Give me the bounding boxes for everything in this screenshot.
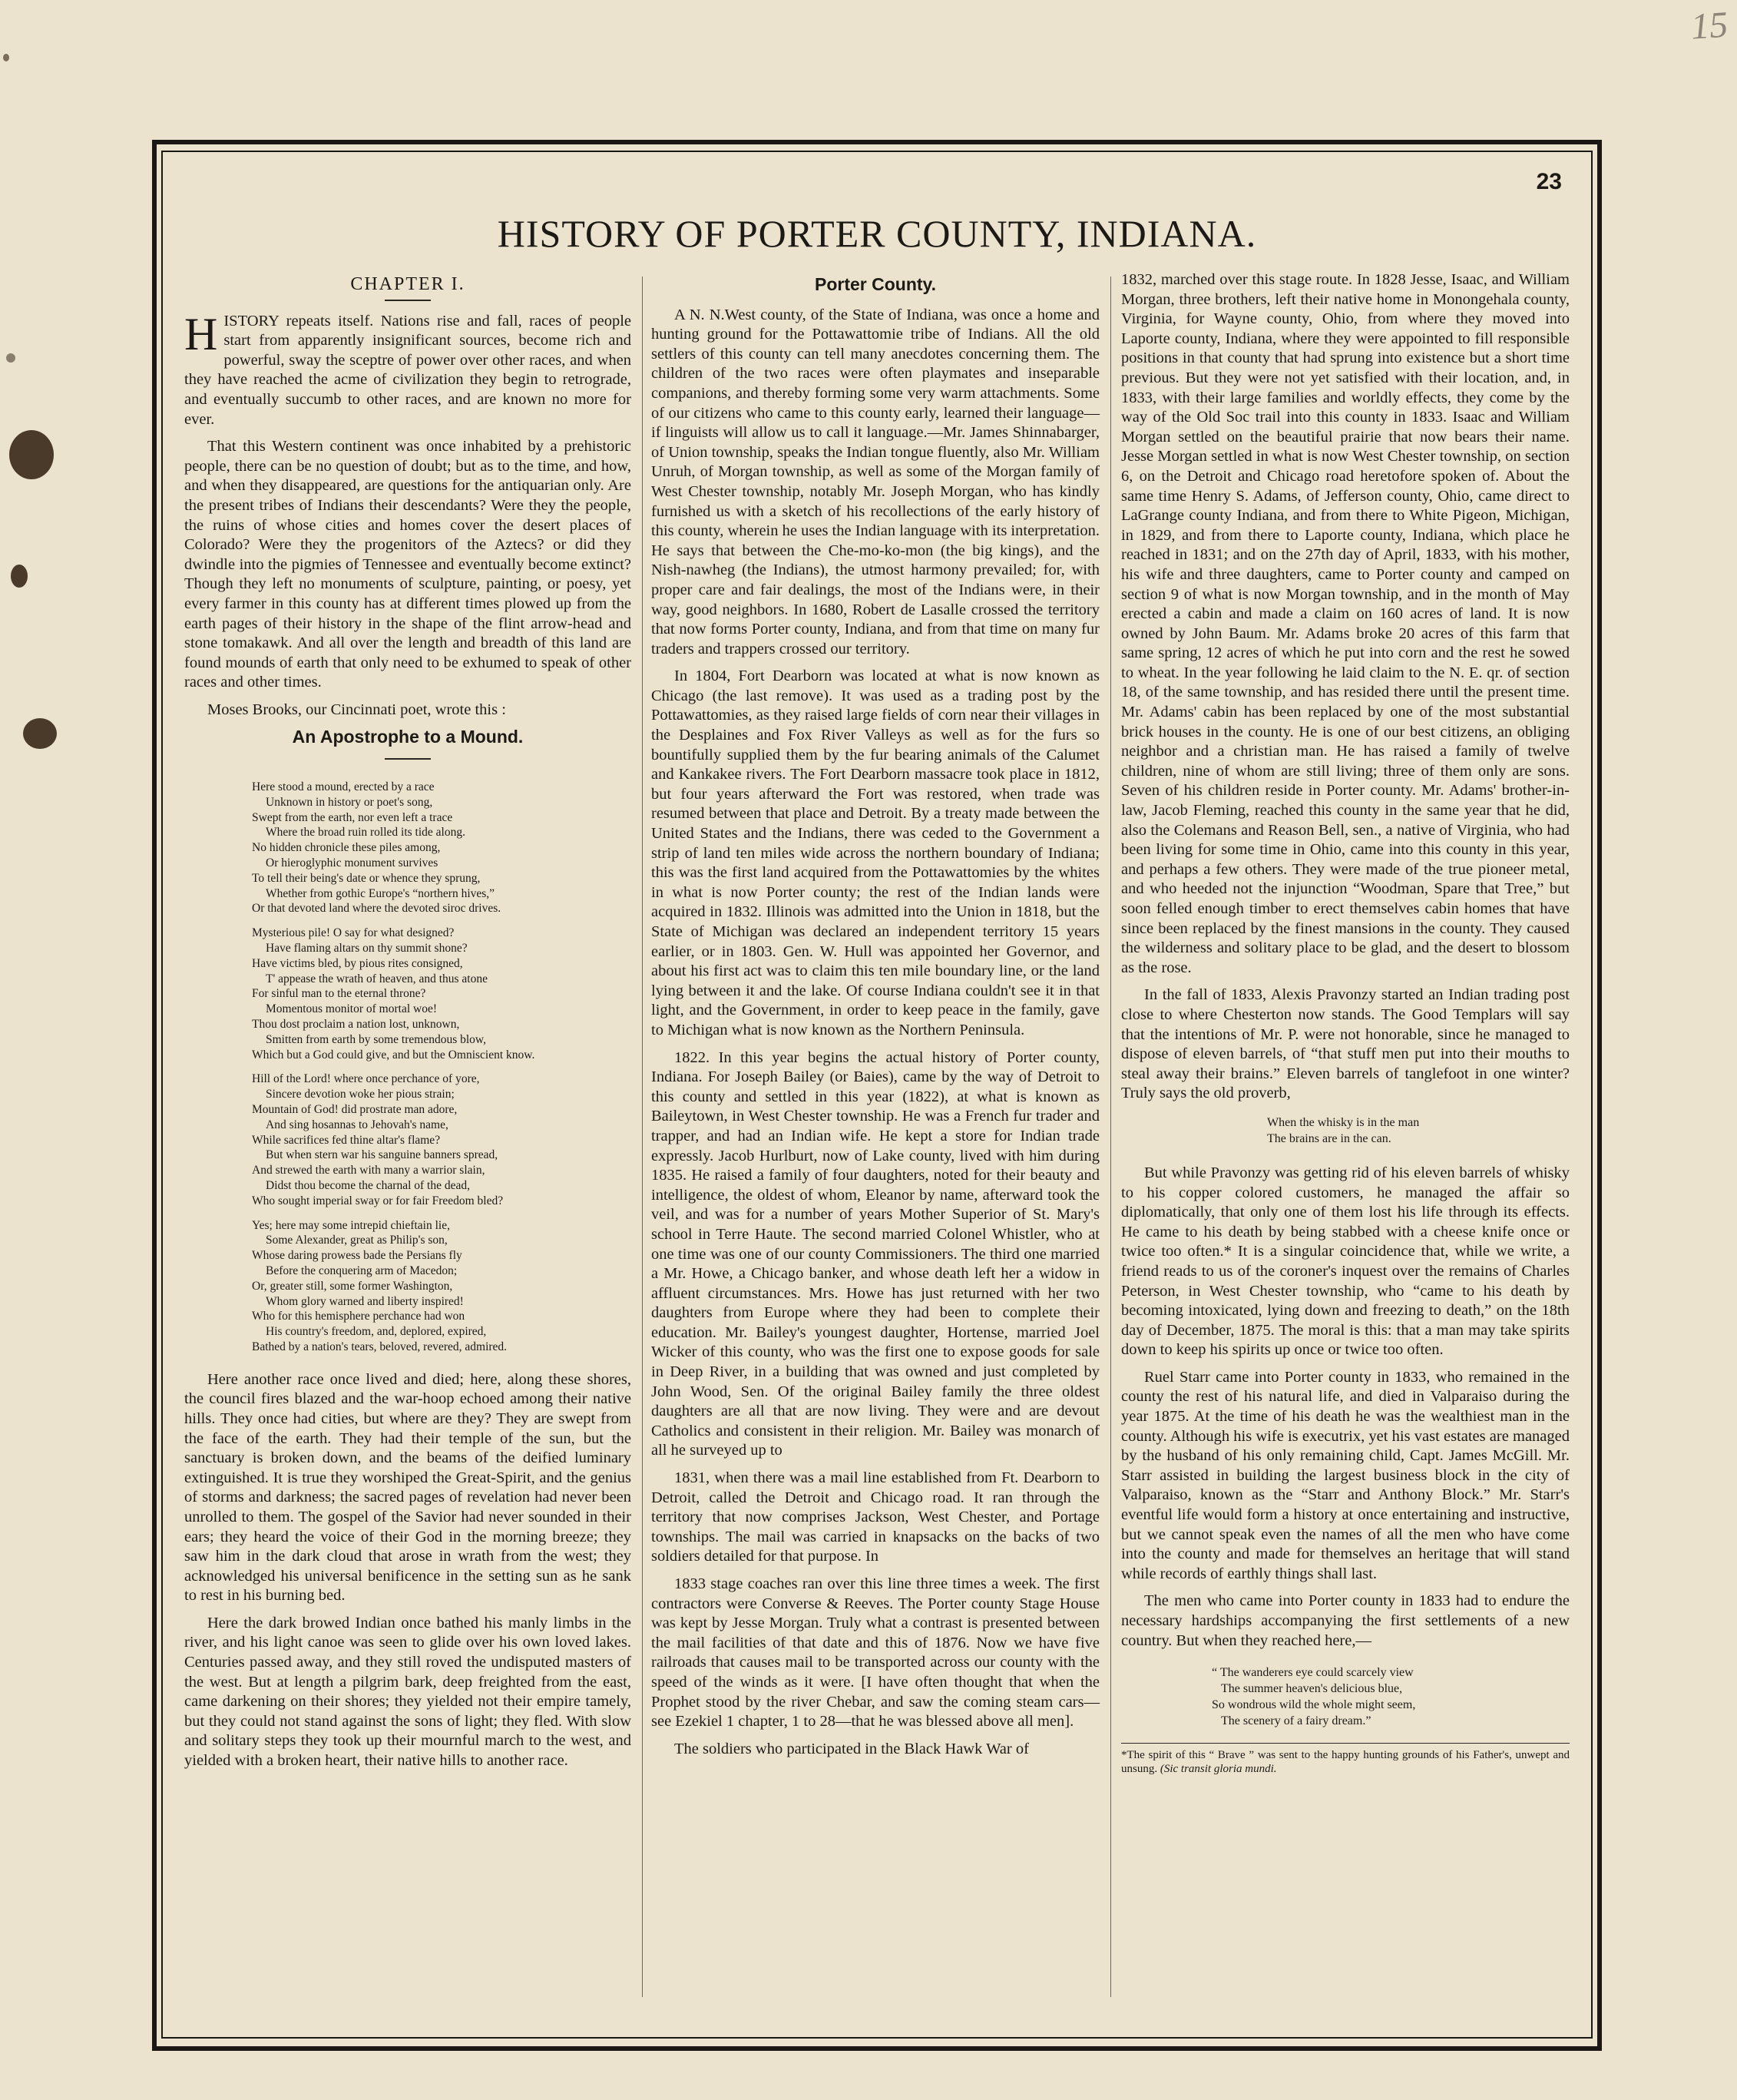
poem-line: Who sought imperial sway or for fair Freedom bled? <box>252 1194 504 1207</box>
paragraph: In 1804, Fort Dearborn was located at what is now known as Chicago (the last remove). It was used as a trading post by the Pottawattomies, as they raised large fields of corn near their villages in the Desplaines and Fox River Valleys as well as for the furs so bountifully supplied them by the fur bearing animals of the Calumet and Kankakee rivers. The Fort Dearborn massacre took place in 1812, but four years afterward the Fort was restored, when trade was resumed between that place and Detroit. By a treaty made between the United States and the Indians, there was ceded to the Government a strip of land ten miles wide across the northern boundary of Indiana; this was the first land acquired from the Pottawattomies by the whites in what is now Porter county; the rest of the Indian lands were acquired in 1832. Illinois was admitted into the Union in 1818, but the State of Michigan was declared an independent territory 15 years earlier, or in 1803. Gen. W. Hull was appointed her Governor, and about his first act was to claim this ten mile boundary line, or the land lying between it and the lake. Of course Indiana couldn't see it in that light, and the Government, in order to keep peace in the family, gave to Michigan what is now known as the Northern Peninsula. <box>651 667 1100 1038</box>
poem-stanza <box>252 926 631 1062</box>
poem-line: T' appease the wrath of heaven, and thus atone <box>266 972 488 985</box>
verse-line: When the whisky is in the man <box>1267 1115 1420 1129</box>
poem-line: Unknown in history or poet's song, <box>266 795 433 809</box>
poem-line: Momentous monitor of mortal woe! <box>266 1002 437 1016</box>
poem-line: Here stood a mound, erected by a race <box>252 780 435 794</box>
poem-line: For sinful man to the eternal throne? <box>252 987 426 1001</box>
poem-line: Or, greater still, some former Washington, <box>252 1279 453 1293</box>
poem-line: Mountain of God! did prostrate man adore, <box>252 1103 458 1116</box>
ink-stain <box>6 353 15 363</box>
poem-stanza <box>252 1072 631 1208</box>
column-divider <box>1110 277 1111 1997</box>
footnote <box>1121 1748 1570 1776</box>
poem-line: Mysterious pile! O say for what designed? <box>252 926 455 940</box>
poem-line: Didst thou become the charnal of the dead, <box>266 1178 470 1192</box>
verse-line: So wondrous wild the whole might seem, <box>1212 1698 1416 1712</box>
poem-line: Smitten from earth by some tremendous blow, <box>266 1032 486 1046</box>
verse <box>1212 1664 1570 1729</box>
paragraph-text: ISTORY repeats itself. Nations rise and fall, races of people start from apparently insignificant sources, become rich and powerful, sway the sceptre of power over other races, and when they have reached the acme of civilization they begin to retrograde, and eventually succumb to other races, and are known no more for ever. <box>184 312 631 428</box>
poem-line: Or that devoted land where the devoted siroc drives. <box>252 902 501 916</box>
poem-line: Sincere devotion woke her pious strain; <box>266 1088 455 1101</box>
paragraph <box>184 308 631 430</box>
paragraph: Moses Brooks, our Cincinnati poet, wrote this : <box>207 701 506 718</box>
poem-line: Before the conquering arm of Macedon; <box>266 1264 458 1277</box>
poem-line: Bathed by a nation's tears, beloved, revered, admired. <box>252 1340 508 1353</box>
poem-stanza <box>252 780 631 916</box>
column-1 <box>184 270 631 1779</box>
paragraph: That this Western continent was once inhabited by a prehistoric people, there can be no question of doubt; but as to the time, and how, and when they disappeared, are questions for the antiquarian only. Are the present tribes of Indians their descendants? Were they the people, the ruins of whose cities and homes cover the desert places of Colorado? Were they the progenitors of the Aztecs? or did they dwindle into the pigmies of Tennessee and eventually become extinct? Though they left no monuments of sculpture, painting, or poesy, yet every farmer in this county has at different times plowed up from the earth pages of their history in the shape of the flint arrow-head and stone tomakawk. And all over the length and breadth of this land are found mounds of earth that only need to be exhumed to speak of other races and other times. <box>184 438 631 691</box>
poem-stanza <box>252 1218 631 1355</box>
verse-line: The scenery of a fairy dream.” <box>1221 1714 1371 1728</box>
paragraph: The men who came into Porter county in 1833 had to endure the necessary hardships accompanying the first settlements of a new country. But when they reached here,— <box>1121 1592 1570 1649</box>
poem-line: Have victims bled, by pious rites consigned, <box>252 956 463 970</box>
poem <box>252 780 631 1355</box>
poem-line: Whether from gothic Europe's “northern hives,” <box>266 886 495 900</box>
footnote-rule <box>1121 1743 1570 1744</box>
footnote-text: *The spirit of this “ Brave ” was sent to the happy hunting grounds of his Father's, unwept and unsung. <box>1121 1749 1570 1776</box>
verse-line: The summer heaven's delicious blue, <box>1221 1682 1403 1696</box>
column-2 <box>651 270 1100 1767</box>
ink-stain <box>11 565 28 588</box>
poem-line: Swept from the earth, nor even left a trace <box>252 810 453 824</box>
verse-line: The brains are in the can. <box>1267 1131 1391 1145</box>
poem-line: Or hieroglyphic monument survives <box>266 856 438 870</box>
poem-line: Which but a God could give, and but the Omniscient know. <box>252 1048 535 1062</box>
ink-stain <box>3 54 9 61</box>
drop-cap: H <box>184 308 218 359</box>
poem-line: No hidden chronicle these piles among, <box>252 841 441 855</box>
poem-line: Where the broad ruin rolled its tide along. <box>266 826 465 840</box>
poem-line: And sing hosannas to Jehovah's name, <box>266 1118 448 1131</box>
column-divider <box>642 277 643 1997</box>
paragraph: The soldiers who participated in the Black Hawk War of <box>674 1740 1029 1757</box>
poem-line: Have flaming altars on thy summit shone? <box>266 942 468 956</box>
chapter-heading: CHAPTER I. <box>350 274 465 294</box>
column-3 <box>1121 270 1570 1776</box>
heading-rule <box>385 758 431 760</box>
verse <box>1267 1115 1570 1147</box>
paragraph: But while Pravonzy was getting rid of his eleven barrels of whisky to his copper colored customers, he managed the affair so diplomatically, that only one of them lost his life through its effects. He came to his death by being stabbed with a cheese knife once or twice too often.* It is a singular coincidence that, while we write, a friend reads to us of the coroner's inquest over the remains of Charles Peterson, in West Chester township, who “came to his death by becoming intoxicated, lying down and freezing to death,” on the 18th day of December, 1875. The moral is this: that a man may take spirits down to keep his spirits up once or twice too often. <box>1121 1164 1570 1359</box>
paragraph: 1831, when there was a mail line established from Ft. Dearborn to Detroit, called the Detroit and Chicago road. It ran through the territory that now comprises Jackson, West Chester, and Portage townships. The mail was carried in knapsacks on the backs of two soldiers detailed for that purpose. In <box>651 1469 1100 1565</box>
ink-stain <box>23 718 57 749</box>
ink-stain <box>9 430 54 479</box>
paragraph: 1833 stage coaches ran over this line three times a week. The first contractors were Converse & Reeves. The Porter county Stage House was kept by Jesse Morgan. Truly what a contrast is presented between the mail facilities of that date and this of 1876. Now we have five railroads that causes mail to be transported across our county with the speed of the winds as it were. [I have often thought that when the Prophet stood by the river Chebar, and saw the coming steam cars—see Ezekiel 1 chapter, 1 to 28—that he was blessed above all men]. <box>651 1575 1100 1731</box>
poem-line: And strewed the earth with many a warrior slain, <box>252 1164 485 1178</box>
poem-line: Who for this hemisphere perchance had won <box>252 1310 465 1323</box>
paragraph: A N. N.West county, of the State of Indiana, was once a home and hunting ground for the Pottawattomie tribe of Indians. All the old settlers of this county can tell many anecdotes concerning them. The children of the two races were often playmates and inseparable companions, and thereby forming some very warm attachments. Some of our citizens who came to this county early, learned their language—if linguists will allow us to call it language.—Mr. James Shinnabarger, of Union township, speaks the Indian tongue fluently, also Mr. William Unruh, of Morgan township, as well as some of the Morgan family of West Chester township, notably Mr. Joseph Morgan, who has kindly furnished us with a sketch of his recollections of the early history of this county, wherein he uses the Indian language with its interpretation. He says that between the Che-mo-ko-mon (the big kings), and the Nish-nawheg (the Indians), the utmost harmony prevailed; for, with proper care and fair dealings, the most of the Indians were, in their way, good neighbors. In 1680, Robert de Lasalle crossed the territory that now forms Porter county, Indiana, and from that time on many fur traders and trappers crossed our territory. <box>651 306 1100 657</box>
poem-line: While sacrifices fed thine altar's flame? <box>252 1133 441 1147</box>
margin-note: 15 <box>1689 4 1729 48</box>
page-title: HISTORY OF PORTER COUNTY, INDIANA. <box>497 212 1257 255</box>
poem-line: To tell their being's date or whence they sprung, <box>252 871 481 885</box>
poem-line: Whom glory warned and liberty inspired! <box>266 1294 464 1308</box>
poem-line: Hill of the Lord! where once perchance of yore, <box>252 1072 480 1086</box>
poem-line: But when stern war his sanguine banners spread, <box>266 1148 498 1162</box>
page-number: 23 <box>1536 169 1562 194</box>
poem-line: Yes; here may some intrepid chieftain lie, <box>252 1218 450 1232</box>
paragraph: 1832, marched over this stage route. In 1828 Jesse, Isaac, and William Morgan, three brothers, left their native home in Monongehala county, Virginia, for Wayne county, Ohio, from where they moved into Laporte county, Indiana, where they were appointed to fill responsible positions in that county that had sprung into existence but a short time previous. But they were not yet satisfied with their location, and, in 1833, with their large families and worldly effects, they come by the way of the Old Soc trail into this county in 1833. Isaac and William Morgan settled on the beautiful prairie that now bears their name. Jesse Morgan settled in what is now West Chester township, on section 6, on the Detroit and Chicago road heretofore spoken of. About the same time Henry S. Adams, of Jefferson county, Ohio, came direct to LaGrange county Indiana, and from there to White Pigeon, Michigan, in 1829, and from there to Laporte county, Indiana, which place he reached in 1831; and on the 27th day of April, 1833, with his mother, his wife and three daughters, came to Porter county and camped on section 9 of what is now Morgan township, and in the month of May erected a cabin and made a claim on 160 acres of land. It is now owned by John Baum. Mr. Adams broke 20 acres of this farm that same spring, 12 acres of which he put into corn and the rest he sowed to wheat. In the year following he laid claim to the N. E. qr. of section 18, of the same township, and has resided there until the present time. Mr. Adams' cabin has been replaced by one of the most substantial brick houses in the county. He is one of our best citizens, an obliging neighbor and a christian man. He has raised a family of twelve children, nine of whom are still living; three of them only are sons. Seven of his children reside in Porter county. Mr. Adams' brother-in-law, Jacob Fleming, reached this county in the same year that he did, also the Colemans and Reason Bell, sen., a native of Virginia, who had been living for some time in Ohio, came into this county in this year, and perhaps a few others. They were made of the true pioneer metal, and who heeded not the injunction “Woodman, Spare that Tree,” but soon felled enough timber to erect themselves cabin homes that have since been replaced by the finest mansions in the county. They caused the wilderness and solitary place to be glad, and the desert to blossom as the rose. <box>1121 271 1570 976</box>
poem-line: Thou dost proclaim a nation lost, unknown, <box>252 1018 460 1032</box>
poem-line: Whose daring prowess bade the Persians fly <box>252 1249 462 1263</box>
verse-line: “ The wanderers eye could scarcely view <box>1212 1666 1414 1680</box>
footnote-latin: (Sic transit gloria mundi. <box>1160 1763 1277 1776</box>
section-heading: Porter County. <box>814 274 937 294</box>
heading-rule <box>385 300 431 301</box>
paragraph: Here the dark browed Indian once bathed his manly limbs in the river, and his light canoe was seen to glide over his own loved lakes. Centuries passed away, and they still roved the undisputed masters of the west. But at length a pilgrim bark, deep freighted from the east, came darkening on their shores; they yielded not their empire tamely, but they could not stand against the sons of light; they fled. With slow and solitary steps they took up their mournful march to the west, and yielded with a broken heart, their native hills to another race. <box>184 1614 631 1770</box>
paragraph: 1822. In this year begins the actual history of Porter county, Indiana. For Joseph Bailey (or Baies), came by the way of Detroit to this county and settled in this year (1822), at what is known as Baileytown, in West Chester township. He was a French fur trader and trapper, and had an Indian wife. He kept a store for Indian trade expressly. Jacob Hurlburt, now of Lake county, lived with him during 1835. He raised a family of four daughters, noted for their beauty and intelligence, the oldest of whom, Eleanor by name, afterward took the veil, and was for a number of years Mother Superior of St. Mary's school in Terre Haute. The second married Colonel Whistler, who at one time was one of our county Commissioners. The third one married a Mr. Howe, a Chicago banker, and whose death left her a widow in affluent circumstances. Mrs. Howe has just returned with her two daughters from Europe where they had been to complete their education. Mr. Bailey's youngest daughter, Hortense, married Joel Wicker of this county, who was the first one to expose goods for sale in Deep River, in a building that was owned and just completed by John Wood, Sen. Of the original Bailey family the three oldest daughters are all that are now living. They were and are devout Catholics and consistent in their religion. Mr. Bailey was monarch of all he surveyed up to <box>651 1048 1100 1459</box>
paragraph: Here another race once lived and died; here, along these shores, the council fires blazed and the war-hoop echoed among their native hills. They once had cities, but where are they? They are swept from the face of the earth. They had their temple of the sun, but the sanctuary is broken down, and the beams of the deified luminary extinguished. It is true they worshiped the Great-Spirit, and the genius of storms and darkness; the sacred pages of revelation had never been unrolled to them. The gospel of the Savior had never sounded in their ears; they heard the voice of their God in the morning breeze; they saw him in the dark cloud that arose in wrath from the west; they acknowledged his universal benificence in the setting sun as he sank to rest in his burning bed. <box>184 1370 631 1605</box>
poem-line: Some Alexander, great as Philip's son, <box>266 1234 448 1247</box>
paragraph: In the fall of 1833, Alexis Pravonzy started an Indian trading post close to where Chesterton now stands. The Good Templars will say that the intentions of Mr. P. were not honorable, since he managed to dispose of eleven barrels, of “that stuff men put into their mouths to steal away their brains.” Eleven barrels of tanglefoot in one winter? Truly says the old proverb, <box>1121 986 1570 1102</box>
paragraph: Ruel Starr came into Porter county in 1833, who remained in the county the rest of his natural life, and died in Valparaiso during the year 1875. At the time of his death he was the wealthiest man in the county. Although his wife is executrix, yet his vast estates are managed by the husband of his only remaining child, Capt. James McGill. Mr. Starr assisted in building the largest business block in the city of Valparaiso, known as the “Starr and Anthony Block.” Mr. Starr's eventful life would form a history at once entertaining and instructive, but we cannot speak even the names of all the men who have come into the county and made for themselves an heritage that will stand while records of earthly things shall last. <box>1121 1368 1570 1582</box>
poem-title: An Apostrophe to a Mound. <box>292 727 524 747</box>
poem-line: His country's freedom, and, deplored, expired, <box>266 1325 487 1339</box>
